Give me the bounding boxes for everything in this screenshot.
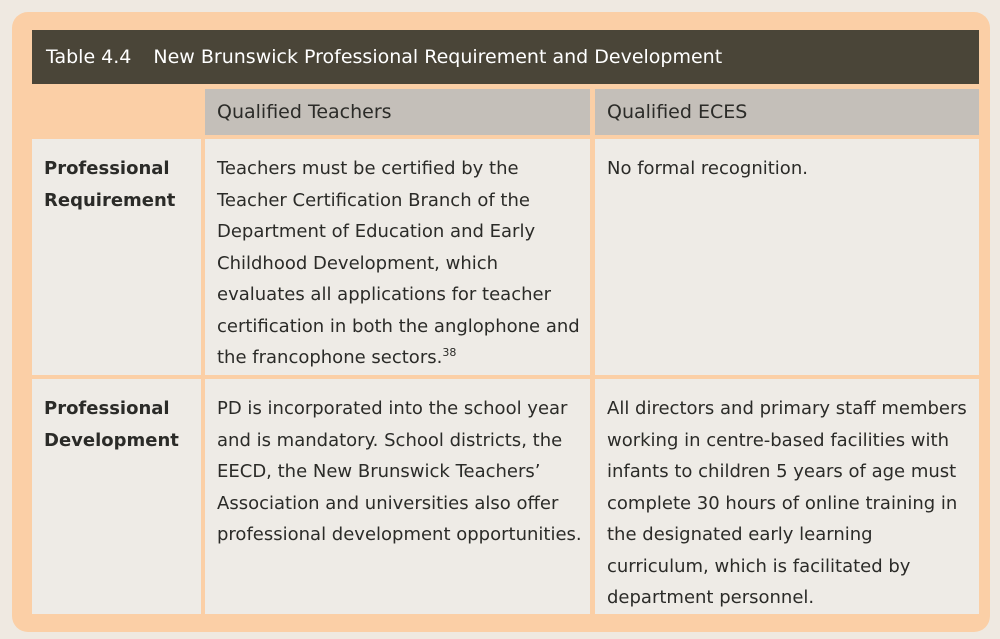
row-header-line: Professional xyxy=(44,158,170,179)
table-title-bar xyxy=(32,30,979,84)
row-header-line: Development xyxy=(44,429,179,451)
cell-text: No formal recognition. xyxy=(607,158,808,179)
cell-text: PD is incorporated into the school year and is mandatory. School districts, the EECD, the New Brunswick Teachers’ Association and universities also offer professional development opportunities. xyxy=(217,398,582,545)
table-cell-eces-development xyxy=(595,379,979,614)
row-header-line: Professional xyxy=(44,398,170,419)
table-cell-eces-requirement xyxy=(595,139,979,375)
column-header-qualified-eces: Qualified ECES xyxy=(595,89,979,135)
table-number: Table 4.4 xyxy=(46,46,132,68)
table-cell-teachers-requirement xyxy=(205,139,590,375)
table-cell-teachers-development xyxy=(205,379,590,614)
row-header-professional-requirement xyxy=(32,139,201,375)
row-header-line: Requirement xyxy=(44,189,176,211)
cell-text: Teachers must be certified by the Teacher Certification Branch of the Department of Education and Early Childhood Development, which evaluates all applications for teacher certification in both the anglophone and the francophone sectors. xyxy=(217,158,580,368)
cell-text: All directors and primary staff members working in centre-based facilities with infants to children 5 years of age must complete 30 hours of online training in the designated early learning curriculum, which is facilitated by department personnel. xyxy=(607,398,967,608)
row-header-professional-development xyxy=(32,379,201,614)
footnote-marker: 38 xyxy=(442,346,457,359)
column-header-qualified-teachers: Qualified Teachers xyxy=(205,89,590,135)
table-title: New Brunswick Professional Requirement and Development xyxy=(153,46,723,68)
